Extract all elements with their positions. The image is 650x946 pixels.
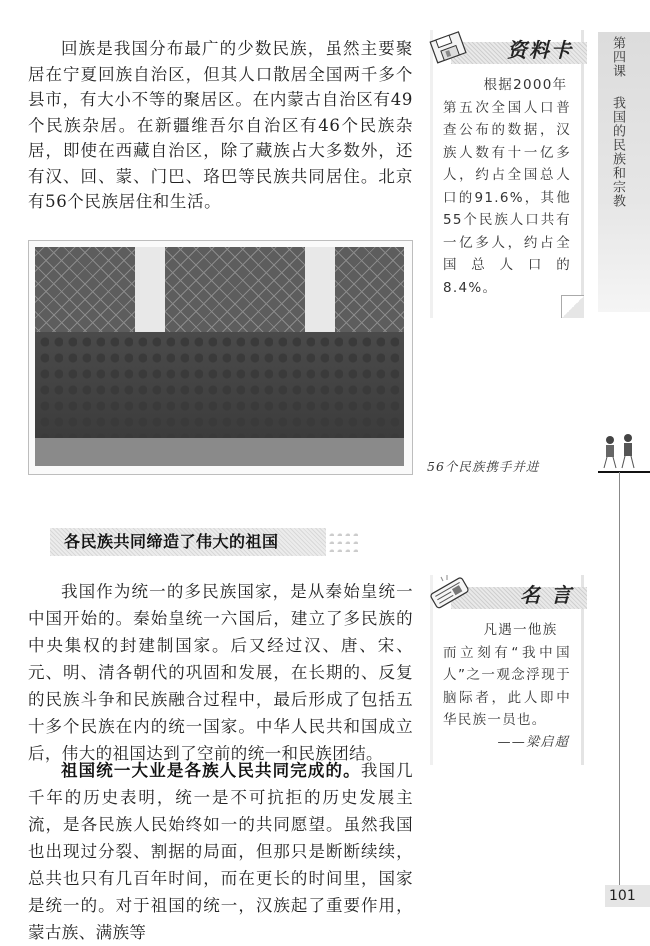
ornate-gate	[165, 247, 305, 342]
lesson-topic: 我国的民族和宗教	[610, 96, 625, 208]
quote-card	[430, 575, 584, 765]
background-gap	[135, 247, 165, 332]
children-figures-icon	[598, 432, 643, 472]
page-number: 101	[605, 885, 650, 907]
quote-text: 而立刻有“我中国人”之一观念浮现于脑际者，此人即中华民族一员也。	[443, 644, 571, 728]
data-card-body	[433, 64, 581, 313]
floppy-disk-icon	[427, 30, 471, 64]
quote-card-title: 名 言	[520, 583, 573, 607]
intro-paragraph: 回族是我国分布最广的少数民族，虽然主要聚居在宁夏回族自治区，但其人口散居全国两千多个县市，有大小不等的聚居区。在内蒙古自治区有49个民族杂居。在新疆维吾尔自治区有46个民族杂居，即使在西藏自治区，除了藏族占大多数外，还有汉、回、蒙、门巴、珞巴等民族共同居住。北京有56个民族居住和生活。	[28, 39, 413, 211]
data-card-title: 资料卡	[507, 38, 573, 62]
quote-attribution: ——梁启超	[497, 734, 569, 750]
data-card-first-line: 根据2000年	[483, 77, 568, 93]
quote-card-body	[433, 609, 581, 768]
quote-card-header	[433, 575, 581, 609]
margin-rule-horizontal	[598, 471, 650, 473]
section-heading-text: 各民族共同缔造了伟大的祖国	[64, 532, 279, 551]
key-statement: 祖国统一大业是各族人民共同完成的。	[61, 761, 361, 780]
data-card	[430, 30, 584, 318]
page-fold-corner	[561, 295, 584, 318]
ornate-wall-left	[35, 247, 135, 342]
photo-caption: 56个民族携手并进	[427, 459, 540, 474]
data-card-header	[433, 30, 581, 64]
group-photo	[35, 247, 404, 466]
ornate-wall-right	[335, 247, 404, 342]
chapter-tab	[598, 32, 650, 312]
newspaper-scroll-icon	[427, 575, 471, 609]
section-heading	[50, 528, 326, 556]
unity-paragraph-body: 我国几千年的历史表明，统一是不可抗拒的历史发展主流，是各民族人民始终如一的共同愿望。虽然我国也出现过分裂、割据的局面，但那只是断断续续，总共也只有几百年时间，而在更长的时间里，国家是统一的。对于祖国的统一，汉族起了重要作用，蒙古族、满族等	[28, 761, 413, 942]
unity-paragraph	[28, 757, 413, 946]
ground	[35, 438, 404, 466]
unification-paragraph: 我国作为统一的多民族国家，是从秦始皇统一中国开始的。秦始皇统一六国后，建立了多民族的中央集权的封建制国家。后又经过汉、唐、宋、元、明、清各朝代的巩固和发展，在长期的、反复的民族斗争和民族融合过程中，最后形成了包括五十多个民族在内的统一国家。中华人民共和国成立后，伟大的祖国达到了空前的统一和民族团结。	[28, 582, 413, 763]
quote-first-line: 凡遇一他族	[483, 622, 558, 638]
data-card-text: 第五次全国人口普查公布的数据，汉族人数有十一亿多人，约占全国总人口的91.6%，其他55个民族人口共有一亿多人，约占全国总人口的8.4%。	[443, 99, 571, 296]
lesson-label: 第四课	[610, 36, 625, 78]
margin-rule-vertical	[619, 472, 620, 887]
crowd-of-people	[35, 332, 404, 447]
group-photo-frame	[28, 240, 413, 475]
background-gap	[305, 247, 335, 332]
dotted-fade-decoration	[326, 528, 358, 556]
